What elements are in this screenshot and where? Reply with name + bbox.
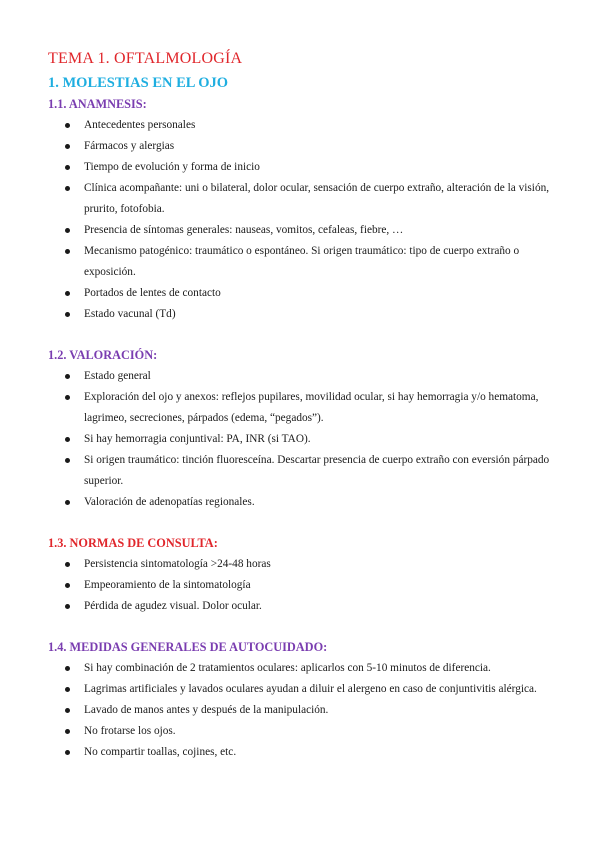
- normas-consulta-list: [48, 554, 568, 617]
- section-heading-valoracion: 1.2. VALORACIÓN:: [48, 348, 158, 362]
- document-page: [48, 46, 568, 763]
- list-item: Estado general: [48, 366, 568, 387]
- bullet-icon: [65, 123, 70, 128]
- bullet-icon: [65, 604, 70, 609]
- anamnesis-list: [48, 115, 568, 325]
- list-item: Portados de lentes de contacto: [48, 283, 568, 304]
- bullet-icon: [65, 395, 70, 400]
- bullet-icon: [65, 708, 70, 713]
- bullet-icon: [65, 374, 70, 379]
- autocuidado-list: [48, 658, 568, 763]
- bullet-icon: [65, 291, 70, 296]
- section-heading-normas-consulta: 1.3. NORMAS DE CONSULTA:: [48, 536, 218, 550]
- document-title: TEMA 1. OFTALMOLOGÍA: [48, 50, 243, 67]
- bullet-icon: [65, 144, 70, 149]
- list-item: Persistencia sintomatología >24-48 horas: [48, 554, 568, 575]
- bullet-icon: [65, 500, 70, 505]
- bullet-icon: [65, 750, 70, 755]
- bullet-icon: [65, 249, 70, 254]
- list-item: Estado vacunal (Td): [48, 304, 568, 325]
- section-heading-anamnesis: 1.1. ANAMNESIS:: [48, 97, 147, 111]
- bullet-icon: [65, 186, 70, 191]
- list-item: Si hay hemorragia conjuntival: PA, INR (si TAO).: [48, 429, 568, 450]
- bullet-icon: [65, 729, 70, 734]
- list-item: Lavado de manos antes y después de la manipulación.: [48, 700, 568, 721]
- list-item: Exploración del ojo y anexos: reflejos pupilares, movilidad ocular, si hay hemorragia y/o hematoma, lagrimeo, secreciones, párpados (edema, “pegados”).: [48, 387, 568, 429]
- bullet-icon: [65, 458, 70, 463]
- list-item: Pérdida de agudez visual. Dolor ocular.: [48, 596, 568, 617]
- bullet-icon: [65, 312, 70, 317]
- list-item: Lagrimas artificiales y lavados oculares ayudan a diluir el alergeno en caso de conjuntivitis alérgica.: [48, 679, 568, 700]
- bullet-icon: [65, 583, 70, 588]
- section-heading-autocuidado: 1.4. MEDIDAS GENERALES DE AUTOCUIDADO:: [48, 640, 328, 654]
- bullet-icon: [65, 666, 70, 671]
- list-item: Mecanismo patogénico: traumático o espontáneo. Si origen traumático: tipo de cuerpo extraño o exposición.: [48, 241, 568, 283]
- bullet-icon: [65, 165, 70, 170]
- bullet-icon: [65, 437, 70, 442]
- bullet-icon: [65, 687, 70, 692]
- list-item: Antecedentes personales: [48, 115, 568, 136]
- bullet-icon: [65, 562, 70, 567]
- list-item: No compartir toallas, cojines, etc.: [48, 742, 568, 763]
- list-item: Si origen traumático: tinción fluoresceína. Descartar presencia de cuerpo extraño con eversión párpado superior.: [48, 450, 568, 492]
- chapter-heading: 1. MOLESTIAS EN EL OJO: [48, 75, 229, 91]
- list-item: Presencia de síntomas generales: nauseas, vomitos, cefaleas, fiebre, …: [48, 220, 568, 241]
- list-item: Si hay combinación de 2 tratamientos oculares: aplicarlos con 5-10 minutos de diferencia.: [48, 658, 568, 679]
- valoracion-list: [48, 366, 568, 513]
- list-item: No frotarse los ojos.: [48, 721, 568, 742]
- bullet-icon: [65, 228, 70, 233]
- list-item: Tiempo de evolución y forma de inicio: [48, 157, 568, 178]
- list-item: Empeoramiento de la sintomatología: [48, 575, 568, 596]
- list-item: Clínica acompañante: uni o bilateral, dolor ocular, sensación de cuerpo extraño, alteración de la visión, prurito, fotofobia.: [48, 178, 568, 220]
- list-item: Fármacos y alergias: [48, 136, 568, 157]
- list-item: Valoración de adenopatías regionales.: [48, 492, 568, 513]
